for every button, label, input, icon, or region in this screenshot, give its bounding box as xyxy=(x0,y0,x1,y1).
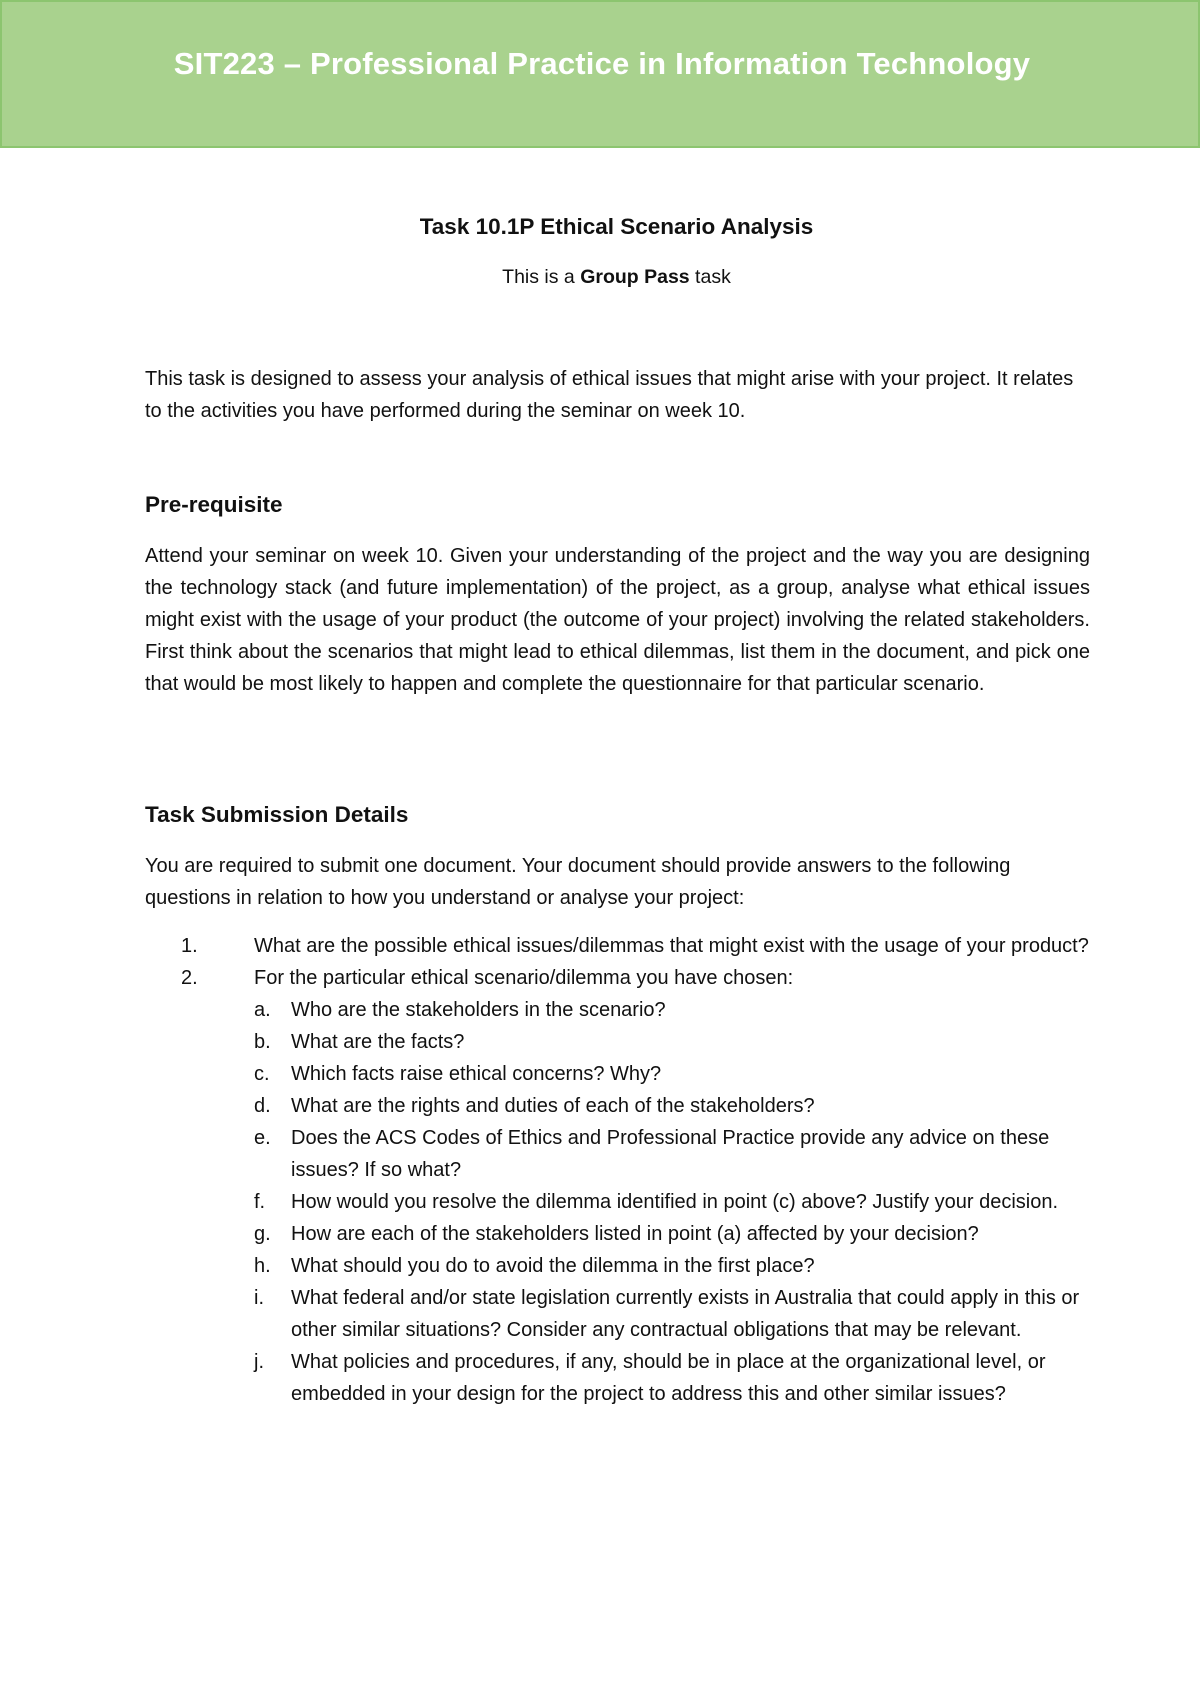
task-type-emphasis: Group Pass xyxy=(580,266,690,288)
sub-question-item xyxy=(254,1026,1090,1058)
task-subtitle-prefix: This is a xyxy=(502,266,581,288)
sub-question-item xyxy=(254,1346,1090,1410)
question-text: What are the possible ethical issues/dilemmas that might exist with the usage of your product? xyxy=(254,935,1089,957)
task-subtitle xyxy=(0,266,1200,289)
sub-question-item xyxy=(254,1250,1090,1282)
header-banner xyxy=(0,0,1200,148)
sub-question-letter: j. xyxy=(254,1351,264,1373)
prerequisite-paragraph: Attend your seminar on week 10. Given your understanding of the project and the way you are designing the technology stack (and future implementation) of the project, as a group, analyse what ethical issues might exist with the usage of your product (the outcome of your project) involving the related stakeholders. First think about the scenarios that might lead to ethical dilemmas, list them in the document, and pick one that would be most likely to happen and complete the questionnaire for that particular scenario. xyxy=(145,545,1090,695)
sub-question-letter: a. xyxy=(254,999,271,1021)
question-number: 2. xyxy=(181,967,198,989)
question-text: For the particular ethical scenario/dilemma you have chosen: xyxy=(254,967,794,989)
sub-question-text: What federal and/or state legislation currently exists in Australia that could apply in this or other similar situations? Consider any contractual obligations that may be relevant. xyxy=(291,1287,1080,1341)
sub-question-letter: d. xyxy=(254,1095,271,1117)
intro-paragraph: This task is designed to assess your analysis of ethical issues that might arise with your project. It relates to the activities you have performed during the seminar on week 10. xyxy=(145,368,1074,422)
sub-question-item xyxy=(254,1090,1090,1122)
sub-question-text: What are the rights and duties of each of the stakeholders? xyxy=(291,1095,815,1117)
question-number: 1. xyxy=(181,935,198,957)
sub-question-text: Which facts raise ethical concerns? Why? xyxy=(291,1063,662,1085)
sub-question-text: How are each of the stakeholders listed in point (a) affected by your decision? xyxy=(291,1223,979,1245)
sub-question-text: What should you do to avoid the dilemma in the first place? xyxy=(291,1255,815,1277)
sub-question-text: What are the facts? xyxy=(291,1031,465,1053)
sub-question-item xyxy=(254,1058,1090,1090)
prerequisite-heading: Pre-requisite xyxy=(145,492,283,517)
sub-question-letter: c. xyxy=(254,1063,270,1085)
sub-question-letter: e. xyxy=(254,1127,271,1149)
sub-question-text: Who are the stakeholders in the scenario? xyxy=(291,999,666,1021)
sub-question-list xyxy=(254,994,1090,1410)
sub-question-text: Does the ACS Codes of Ethics and Professional Practice provide any advice on these issues? If so what? xyxy=(291,1127,1050,1181)
sub-question-letter: f. xyxy=(254,1191,266,1213)
sub-question-item xyxy=(254,994,1090,1026)
submission-paragraph: You are required to submit one document. Your document should provide answers to the following questions in relation to how you understand or analyse your project: xyxy=(145,855,1011,909)
sub-question-item xyxy=(254,1186,1090,1218)
sub-question-text: What policies and procedures, if any, should be in place at the organizational level, or embedded in your design for the project to address this and other similar issues? xyxy=(291,1351,1046,1405)
document-header-title: SIT223 – Professional Practice in Information Technology xyxy=(173,46,1031,81)
sub-question-item xyxy=(254,1282,1090,1346)
sub-question-letter: i. xyxy=(254,1287,264,1309)
sub-question-letter: b. xyxy=(254,1031,271,1053)
sub-question-item xyxy=(254,1122,1090,1186)
sub-question-letter: h. xyxy=(254,1255,271,1277)
question-item xyxy=(145,962,1090,1410)
submission-heading: Task Submission Details xyxy=(145,802,409,827)
question-list xyxy=(145,930,1090,1410)
task-title: Task 10.1P Ethical Scenario Analysis xyxy=(419,214,814,239)
question-item xyxy=(145,930,1090,962)
sub-question-item xyxy=(254,1218,1090,1250)
sub-question-text: How would you resolve the dilemma identified in point (c) above? Justify your decision. xyxy=(291,1191,1059,1213)
sub-question-letter: g. xyxy=(254,1223,271,1245)
task-subtitle-suffix: task xyxy=(689,266,731,288)
